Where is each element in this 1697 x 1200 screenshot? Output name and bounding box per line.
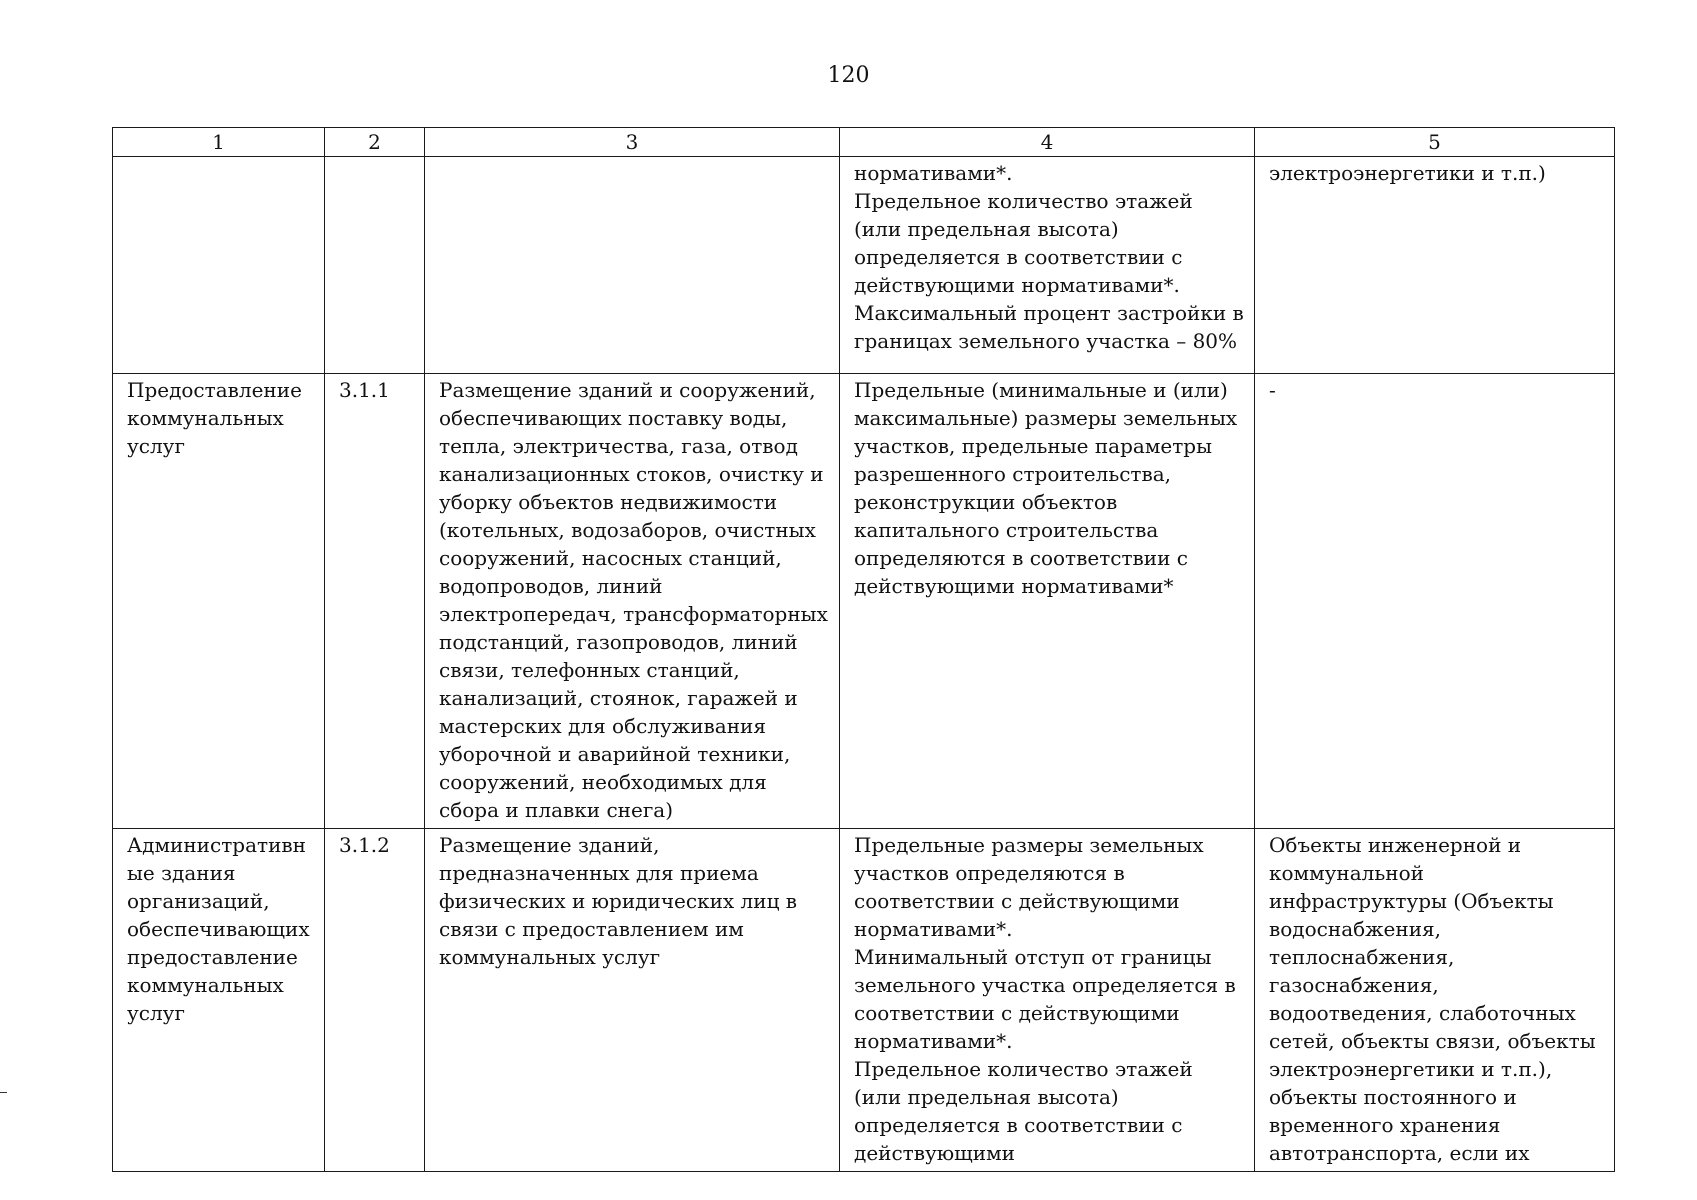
cell-use-description bbox=[425, 157, 840, 374]
table-row-continuation bbox=[113, 157, 1615, 374]
cell-use-code: 3.1.2 bbox=[325, 829, 425, 1172]
cell-limit-parameters: Предельные (минимальные и (или) максимальные) размеры земельных участков, предельные параметры разрешенного строительства, реконструкции объектов капитального строительства определяются в соответствии с действующими нормативами* bbox=[840, 374, 1255, 829]
table-row-admin-buildings bbox=[113, 829, 1615, 1172]
header-col-5: 5 bbox=[1255, 128, 1615, 157]
cell-use-code: 3.1.1 bbox=[325, 374, 425, 829]
header-col-2: 2 bbox=[325, 128, 425, 157]
cell-auxiliary-uses: электроэнергетики и т.п.) bbox=[1255, 157, 1615, 374]
cell-use-description: Размещение зданий и сооружений, обеспечивающих поставку воды, тепла, электричества, газа, отвод канализационных стоков, очистку и уборку объектов недвижимости (котельных, водозаборов, очистных сооружений, насосных станций, водопроводов, линий электропередач, трансформаторных подстанций, газопроводов, линий связи, телефонных станций, канализаций, стоянок, гаражей и мастерских для обслуживания уборочной и аварийной техники, сооружений, необходимых для сбора и плавки снега) bbox=[425, 374, 840, 829]
header-col-4: 4 bbox=[840, 128, 1255, 157]
cell-use-name bbox=[113, 157, 325, 374]
cell-use-description: Размещение зданий, предназначенных для приема физических и юридических лиц в связи с предоставлением им коммунальных услуг bbox=[425, 829, 840, 1172]
cell-use-name: Административные здания организаций, обеспечивающих предоставление коммунальных услуг bbox=[113, 829, 325, 1172]
page-number: 120 bbox=[827, 63, 870, 88]
cell-auxiliary-uses: Объекты инженерной и коммунальной инфраструктуры (Объекты водоснабжения, теплоснабжения, газоснабжения, водоотведения, слаботочных сетей, объекты связи, объекты электроэнергетики и т.п.), объекты постоянного и временного хранения автотранспорта, если их bbox=[1255, 829, 1615, 1172]
land-use-table bbox=[112, 127, 1615, 1172]
header-col-1: 1 bbox=[113, 128, 325, 157]
cell-limit-parameters: Предельные размеры земельных участков определяются в соответствии с действующими нормативами*. Минимальный отступ от границы земельного участка определяется в соответствии с действующими нормативами*. Предельное количество этажей (или предельная высота) определяется в соответствии с действующими bbox=[840, 829, 1255, 1172]
header-col-3: 3 bbox=[425, 128, 840, 157]
cell-use-name: Предоставление коммунальных услуг bbox=[113, 374, 325, 829]
table-row-utilities bbox=[113, 374, 1615, 829]
margin-mark bbox=[0, 1092, 7, 1093]
cell-use-code bbox=[325, 157, 425, 374]
header-row bbox=[113, 128, 1615, 157]
cell-limit-parameters: нормативами*. Предельное количество этажей (или предельная высота) определяется в соответствии с действующими нормативами*. Максимальный процент застройки в границах земельного участка – 80% bbox=[840, 157, 1255, 374]
cell-auxiliary-uses: - bbox=[1255, 374, 1615, 829]
